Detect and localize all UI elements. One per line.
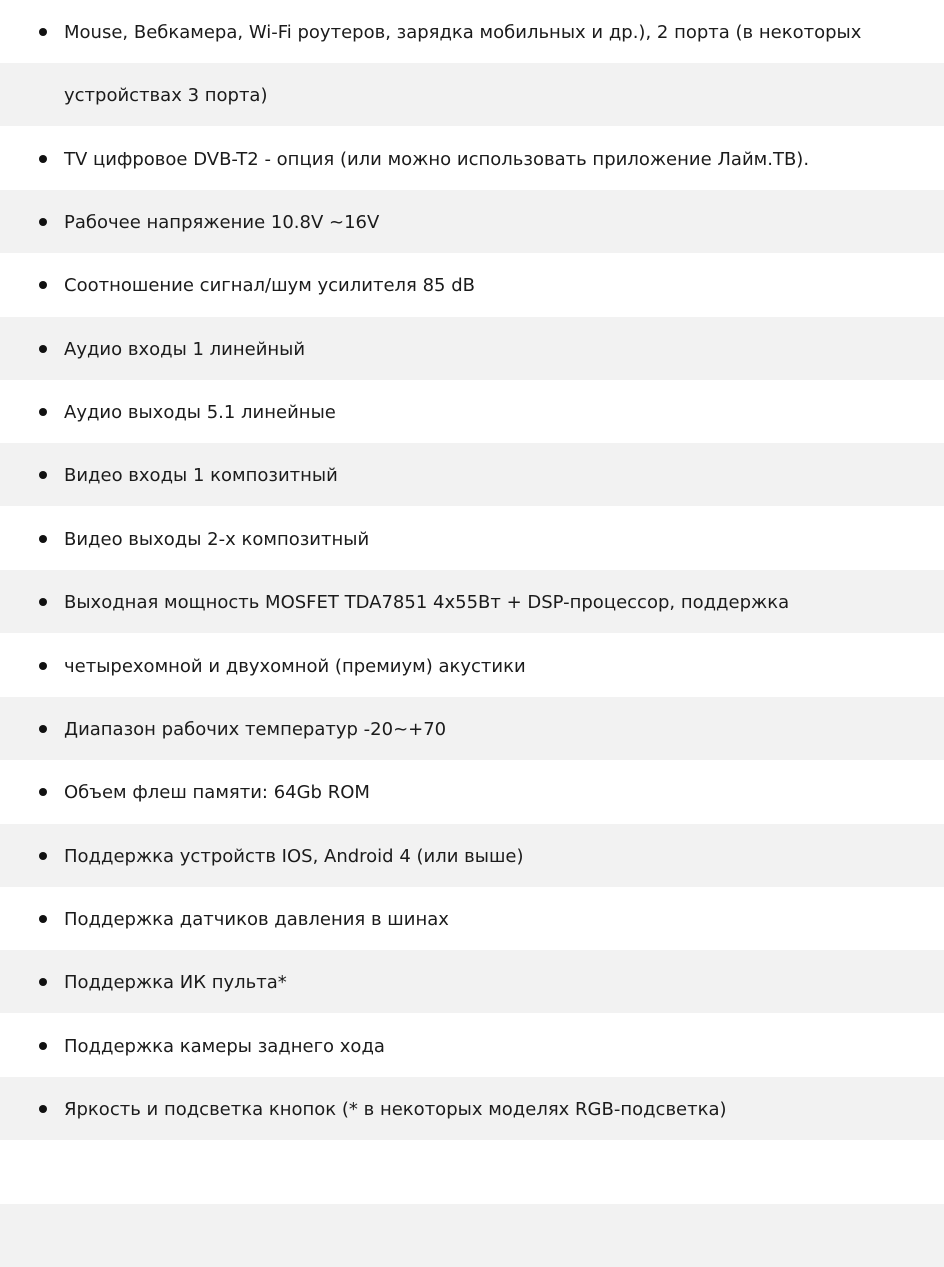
bullet-icon xyxy=(39,471,47,479)
spec-row-text: четырехомной и двухомной (премиум) акустики xyxy=(64,656,526,677)
spec-row-text: Яркость и подсветка кнопок (* в некоторых моделях RGB-подсветка) xyxy=(64,1099,727,1120)
bullet-icon xyxy=(39,788,47,796)
spec-row xyxy=(0,634,944,697)
bullet-icon xyxy=(39,598,47,606)
spec-row xyxy=(0,950,944,1013)
bullet-icon xyxy=(39,535,47,543)
spec-row-text: Диапазон рабочих температур -20~+70 xyxy=(64,719,447,740)
spec-row xyxy=(0,63,944,126)
spec-row xyxy=(0,887,944,950)
spec-row-text: устройствах 3 порта) xyxy=(64,85,268,106)
spec-row xyxy=(0,507,944,570)
spec-row-text: Видео входы 1 композитный xyxy=(64,465,338,486)
spec-row xyxy=(0,380,944,443)
spec-row-text: Поддержка ИК пульта* xyxy=(64,972,287,993)
bullet-icon xyxy=(39,852,47,860)
bullet-icon xyxy=(39,915,47,923)
bullet-icon xyxy=(39,155,47,163)
bullet-icon xyxy=(39,662,47,670)
spec-row-text: Поддержка устройств IOS, Android 4 (или выше) xyxy=(64,846,524,867)
spec-row-text: Mouse, Вебкамера, Wi-Fi роутеров, зарядка мобильных и др.), 2 порта (в некоторых xyxy=(64,22,862,43)
spec-row xyxy=(0,190,944,253)
bullet-icon xyxy=(39,281,47,289)
spec-row-text: TV цифровое DVB-T2 - опция (или можно использовать приложение Лайм.ТВ). xyxy=(64,149,810,170)
spec-row xyxy=(0,570,944,633)
spec-row xyxy=(0,1014,944,1077)
spec-row xyxy=(0,760,944,823)
spec-row xyxy=(0,1140,944,1203)
bullet-icon xyxy=(39,408,47,416)
spec-row xyxy=(0,824,944,887)
spec-row-text: Соотношение сигнал/шум усилителя 85 dB xyxy=(64,275,475,296)
spec-row-text: Аудио входы 1 линейный xyxy=(64,339,306,360)
bullet-icon xyxy=(39,218,47,226)
bullet-icon xyxy=(39,1042,47,1050)
spec-row xyxy=(0,443,944,506)
bullet-icon xyxy=(39,28,47,36)
spec-row-text: Поддержка камеры заднего хода xyxy=(64,1036,385,1057)
spec-row xyxy=(0,1077,944,1140)
spec-row xyxy=(0,1204,944,1267)
spec-row xyxy=(0,0,944,63)
spec-row-text: Аудио выходы 5.1 линейные xyxy=(64,402,336,423)
spec-row xyxy=(0,253,944,316)
spec-row-text: Объем флеш памяти: 64Gb ROM xyxy=(64,782,370,803)
spec-row xyxy=(0,697,944,760)
bullet-icon xyxy=(39,345,47,353)
spec-row xyxy=(0,317,944,380)
spec-row-text: Поддержка датчиков давления в шинах xyxy=(64,909,449,930)
bullet-icon xyxy=(39,978,47,986)
spec-row-text: Видео выходы 2-х композитный xyxy=(64,529,370,550)
bullet-icon xyxy=(39,1105,47,1113)
bullet-icon xyxy=(39,725,47,733)
spec-row-text: Выходная мощность MOSFET TDA7851 4x55Вт + DSP-процессор, поддержка xyxy=(64,592,790,613)
spec-row xyxy=(0,127,944,190)
spec-row-text: Рабочее напряжение 10.8V ~16V xyxy=(64,212,380,233)
